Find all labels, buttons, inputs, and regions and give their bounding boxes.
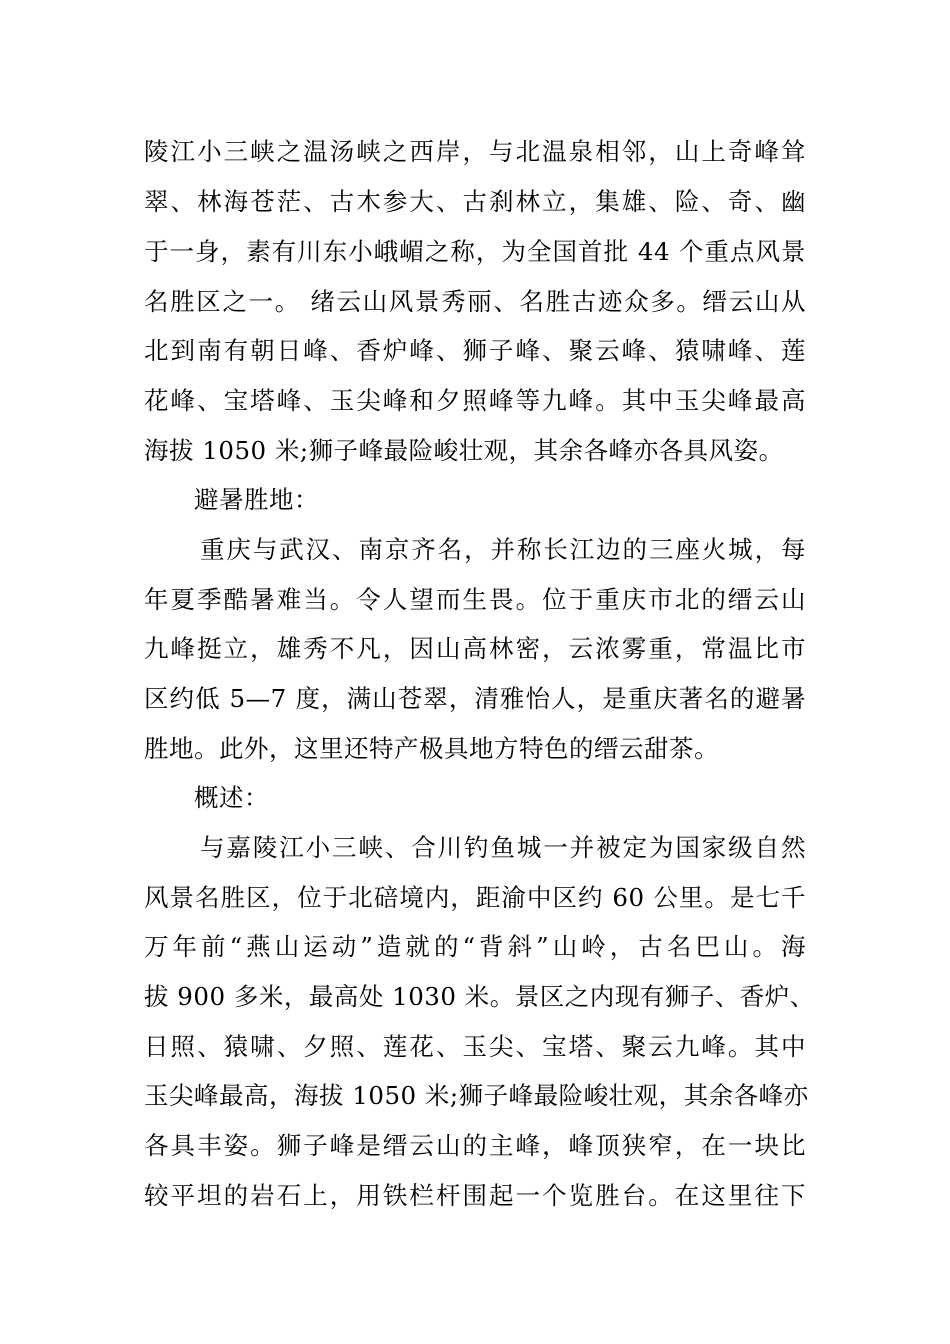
text-line: 九峰挺立，雄秀不凡，因山高林密，云浓雾重，常温比市: [144, 634, 806, 663]
text-line: 翠、林海苍茫、古木参大、古刹林立，集雄、险、奇、幽: [144, 187, 806, 216]
text-line: 拔 900 多米，最高处 1030 米。景区之内现有狮子、香炉、: [144, 982, 815, 1011]
text-line: 玉尖峰最高，海拔 1050 米;狮子峰最险峻壮观，其余各峰亦: [144, 1081, 809, 1110]
text-line: 年夏季酷暑难当。令人望而生畏。位于重庆市北的缙云山: [144, 585, 806, 614]
text-line: 海拔 1050 米;狮子峰最险峻壮观，其余各峰亦各具风姿。: [144, 436, 784, 465]
text-line: 花峰、宝塔峰、玉尖峰和夕照峰等九峰。其中玉尖峰最高: [144, 386, 806, 415]
text-line: 陵江小三峡之温汤峡之西岸，与北温泉相邻，山上奇峰耸: [144, 137, 806, 166]
text-line: 日照、猿啸、夕照、莲花、玉尖、宝塔、聚云九峰。其中: [144, 1032, 806, 1061]
text-line: 北到南有朝日峰、香炉峰、狮子峰、聚云峰、猿啸峰、莲: [144, 336, 806, 365]
section-heading-summer: 避暑胜地：: [194, 485, 319, 514]
text-line: 风景名胜区，位于北碚境内，距渝中区约 60 公里。是七千: [144, 883, 806, 912]
section-heading-overview: 概述：: [194, 783, 269, 812]
text-line: 胜地。此外，这里还特产极具地方特色的缙云甜茶。: [144, 734, 719, 763]
text-line: 万年前“燕山运动”造就的“背斜”山岭，古名巴山。海: [144, 932, 806, 961]
text-line: 区约低 5—7 度，满山苍翠，清雅怡人，是重庆著名的避暑: [144, 684, 806, 713]
text-line: 于一身，素有川东小峨嵋之称，为全国首批 44 个重点风景: [144, 237, 806, 266]
text-line: 重庆与武汉、南京齐名，并称长江边的三座火城，每: [200, 535, 806, 564]
text-line: 较平坦的岩石上，用铁栏杆围起一个览胜台。在这里往下: [144, 1181, 806, 1210]
text-line: 名胜区之一。 绪云山风景秀丽、名胜古迹众多。缙云山从: [144, 287, 806, 316]
text-line: 与嘉陵江小三峡、合川钓鱼城一并被定为国家级自然: [200, 833, 806, 862]
text-line: 各具丰姿。狮子峰是缙云山的主峰，峰顶狭窄，在一块比: [144, 1131, 806, 1160]
